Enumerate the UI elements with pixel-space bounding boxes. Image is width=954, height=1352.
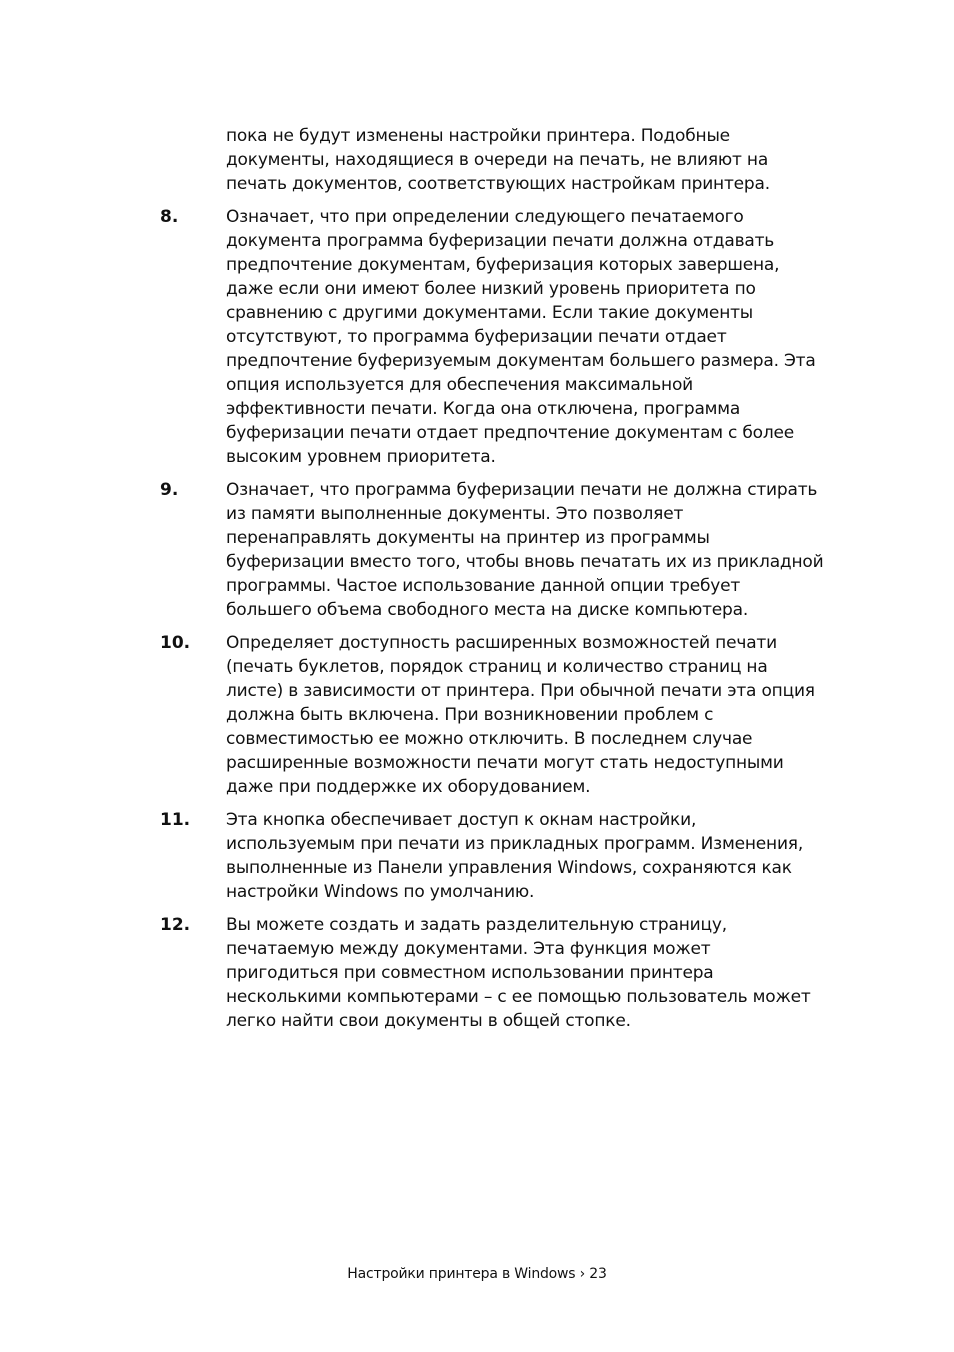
list-item-number: 9. xyxy=(160,480,179,500)
page-footer: Настройки принтера в Windows › 23 xyxy=(347,1266,607,1282)
list-item xyxy=(160,205,840,469)
list-item-text: Эта кнопка обеспечивает доступ к окнам настройки, используемым при печати из прикладных программ. Изменения, выполненные из Панели управления Windows, сохраняются как настройки Windows по умолчанию. xyxy=(226,810,804,902)
list-item-text: Означает, что программа буферизации печати не должна стирать из памяти выполненные документы. Это позволяет перенаправлять документы на принтер из программы буферизации вместо того, чтобы вновь печатать их из прикладной программы. Частое использование данной опции требует большего объема свободного места на диске компьютера. xyxy=(226,480,824,620)
numbered-list xyxy=(160,205,840,1042)
intro-paragraph: пока не будут изменены настройки принтера. Подобные документы, находящиеся в очереди на печать, не влияют на печать документов, соответствующих настройкам принтера. xyxy=(226,126,770,194)
list-item-text: Означает, что при определении следующего печатаемого документа программа буферизации печати должна отдавать предпочтение документам, буферизация которых завершена, даже если они имеют более низкий уровень приоритета по сравнению с другими документами. Если такие документы отсутствуют, то программа буферизации печати отдает предпочтение буферизуемым документам большего размера. Эта опция используется для обеспечения максимальной эффективности печати. Когда она отключена, программа буферизации печати отдает предпочтение документам с более высоким уровнем приоритета. xyxy=(226,207,816,467)
list-item xyxy=(160,478,840,622)
list-item-text: Определяет доступность расширенных возможностей печати (печать буклетов, порядок страниц и количество страниц на листе) в зависимости от принтера. При обычной печати эта опция должна быть включена. При возникновении проблем с совместимостью ее можно отключить. В последнем случае расширенные возможности печати могут стать недоступными даже при поддержке их оборудованием. xyxy=(226,633,815,797)
list-item-number: 10. xyxy=(160,633,191,653)
list-item-text: Вы можете создать и задать разделительную страницу, печатаемую между документами. Эта функция может пригодиться при совместном использовании принтера несколькими компьютерами – с ее помощью пользователь может легко найти свои документы в общей стопке. xyxy=(226,915,811,1031)
list-item xyxy=(160,913,840,1033)
list-item-number: 8. xyxy=(160,207,179,227)
list-item xyxy=(160,808,840,904)
list-item-number: 12. xyxy=(160,915,191,935)
list-item-number: 11. xyxy=(160,810,191,830)
list-item xyxy=(160,631,840,799)
